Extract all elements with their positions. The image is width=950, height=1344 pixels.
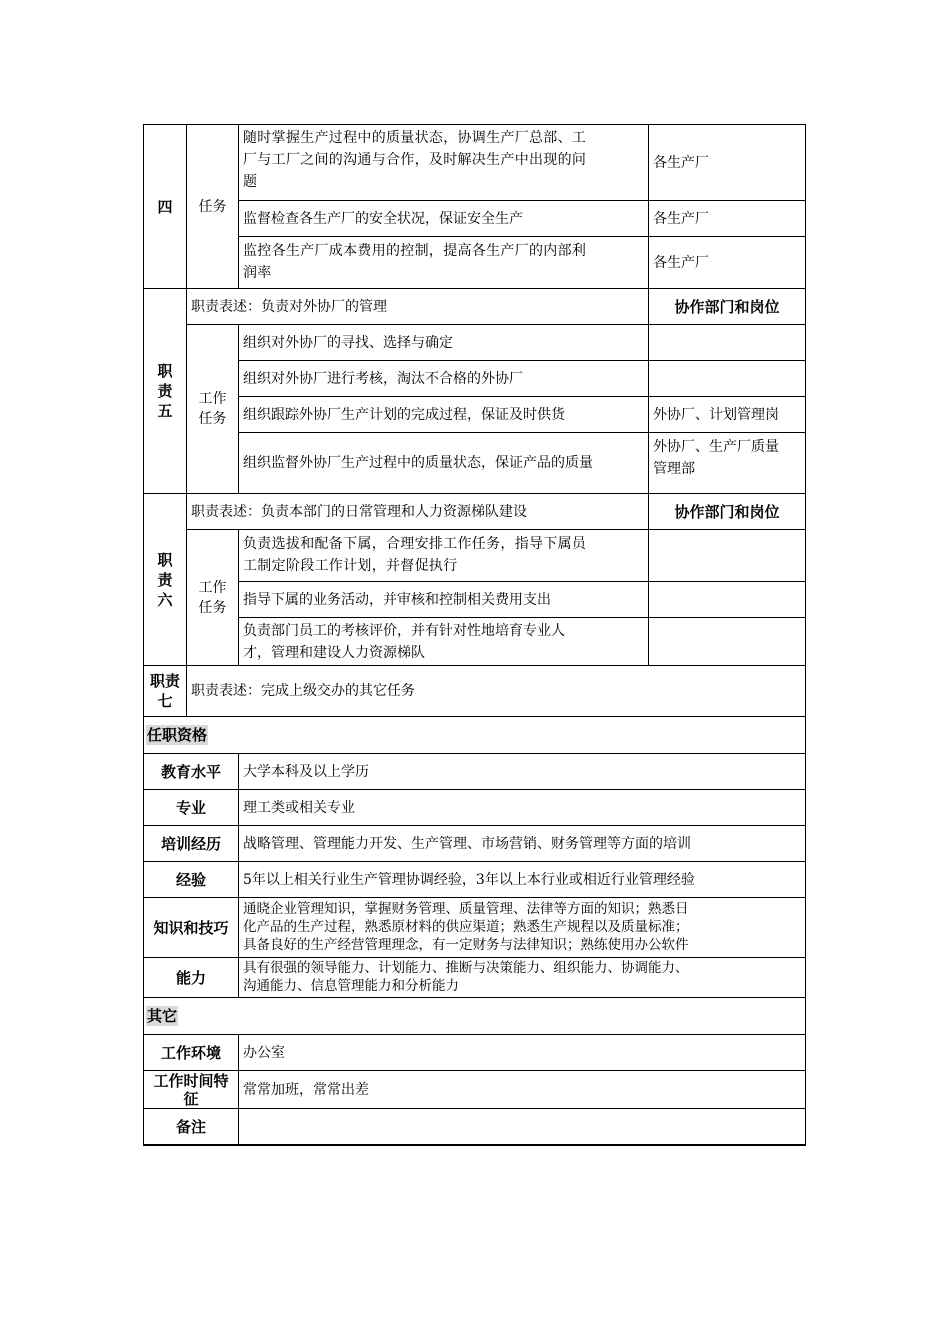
training-value: 战略管理、管理能力开发、生产管理、市场营销、财务管理等方面的培训 [238, 825, 806, 862]
duty6-number: 职 责 六 [143, 493, 187, 666]
work-environment-value: 办公室 [238, 1034, 806, 1071]
duty6-task-2: 指导下属的业务活动，并审核和控制相关费用支出 [238, 581, 649, 618]
experience-value: 5年以上相关行业生产管理协调经验，3年以上本行业或相近行业管理经验 [238, 861, 806, 898]
duty5-partner-header: 协作部门和岗位 [648, 288, 806, 325]
duty4-number: 四 [143, 124, 187, 289]
major-value: 理工类或相关专业 [238, 789, 806, 826]
duty6-partner-2 [648, 581, 806, 618]
duty5-partner-4: 外协厂、生产厂质量 管理部 [648, 432, 806, 494]
duty4-partner-2: 各生产厂 [648, 200, 806, 237]
duty6-task-3: 负责部门员工的考核评价，并有针对性地培育专业人 才，管理和建设人力资源梯队 [238, 617, 649, 666]
duty5-task-4: 组织监督外协厂生产过程中的质量状态，保证产品的质量 [238, 432, 649, 494]
duty4-task-1: 随时掌握生产过程中的质量状态，协调生产厂总部、工 厂与工厂之间的沟通与合作，及时解决生产中出现的问 题 [238, 124, 649, 201]
duty4-task-label: 任务 [186, 124, 239, 289]
knowledge-skills-value: 通晓企业管理知识，掌握财务管理、质量管理、法律等方面的知识；熟悉日 化产品的生产过程，熟悉原材料的供应渠道；熟悉生产规程以及质量标准； 具备良好的生产经营管理理念，有一定财务与法律知识；熟练使用办公软件 [238, 897, 806, 958]
duty5-partner-1 [648, 324, 806, 361]
duty5-task-2: 组织对外协厂进行考核，淘汰不合格的外协厂 [238, 360, 649, 397]
ability-label: 能力 [143, 957, 239, 998]
other-header: 其它 [143, 997, 806, 1035]
work-time-label: 工作时间特 征 [143, 1070, 239, 1109]
duty6-partner-1 [648, 529, 806, 582]
duty6-task-1: 负责选拔和配备下属，合理安排工作任务，指导下属员 工制定阶段工作计划，并督促执行 [238, 529, 649, 582]
duty6-statement: 职责表述：负责本部门的日常管理和人力资源梯队建设 [186, 493, 649, 530]
training-label: 培训经历 [143, 825, 239, 862]
duty6-task-label: 工作 任务 [186, 529, 239, 666]
duty7-statement: 职责表述：完成上级交办的其它任务 [186, 665, 806, 717]
duty5-number: 职 责 五 [143, 288, 187, 494]
duty4-task-3: 监控各生产厂成本费用的控制，提高各生产厂的内部利 润率 [238, 236, 649, 289]
duty5-statement: 职责表述：负责对外协厂的管理 [186, 288, 649, 325]
duty5-task-3: 组织跟踪外协厂生产计划的完成过程，保证及时供货 [238, 396, 649, 433]
qualifications-header: 任职资格 [143, 716, 806, 754]
duty4-task-2: 监督检查各生产厂的安全状况，保证安全生产 [238, 200, 649, 237]
duty5-task-label: 工作 任务 [186, 324, 239, 494]
education-label: 教育水平 [143, 753, 239, 790]
experience-label: 经验 [143, 861, 239, 898]
duty5-task-1: 组织对外协厂的寻找、选择与确定 [238, 324, 649, 361]
duty7-number: 职责 七 [143, 665, 187, 717]
job-description-table [143, 124, 806, 1146]
major-label: 专业 [143, 789, 239, 826]
work-time-value: 常常加班，常常出差 [238, 1070, 806, 1109]
duty6-partner-header: 协作部门和岗位 [648, 493, 806, 530]
education-value: 大学本科及以上学历 [238, 753, 806, 790]
duty5-partner-3: 外协厂、计划管理岗 [648, 396, 806, 433]
duty5-partner-2 [648, 360, 806, 397]
ability-value: 具有很强的领导能力、计划能力、推断与决策能力、组织能力、协调能力、 沟通能力、信息管理能力和分析能力 [238, 957, 806, 998]
duty6-partner-3 [648, 617, 806, 666]
duty4-partner-1: 各生产厂 [648, 124, 806, 201]
remarks-label: 备注 [143, 1108, 239, 1146]
knowledge-skills-label: 知识和技巧 [143, 897, 239, 958]
work-environment-label: 工作环境 [143, 1034, 239, 1071]
duty4-partner-3: 各生产厂 [648, 236, 806, 289]
remarks-value [238, 1108, 806, 1146]
